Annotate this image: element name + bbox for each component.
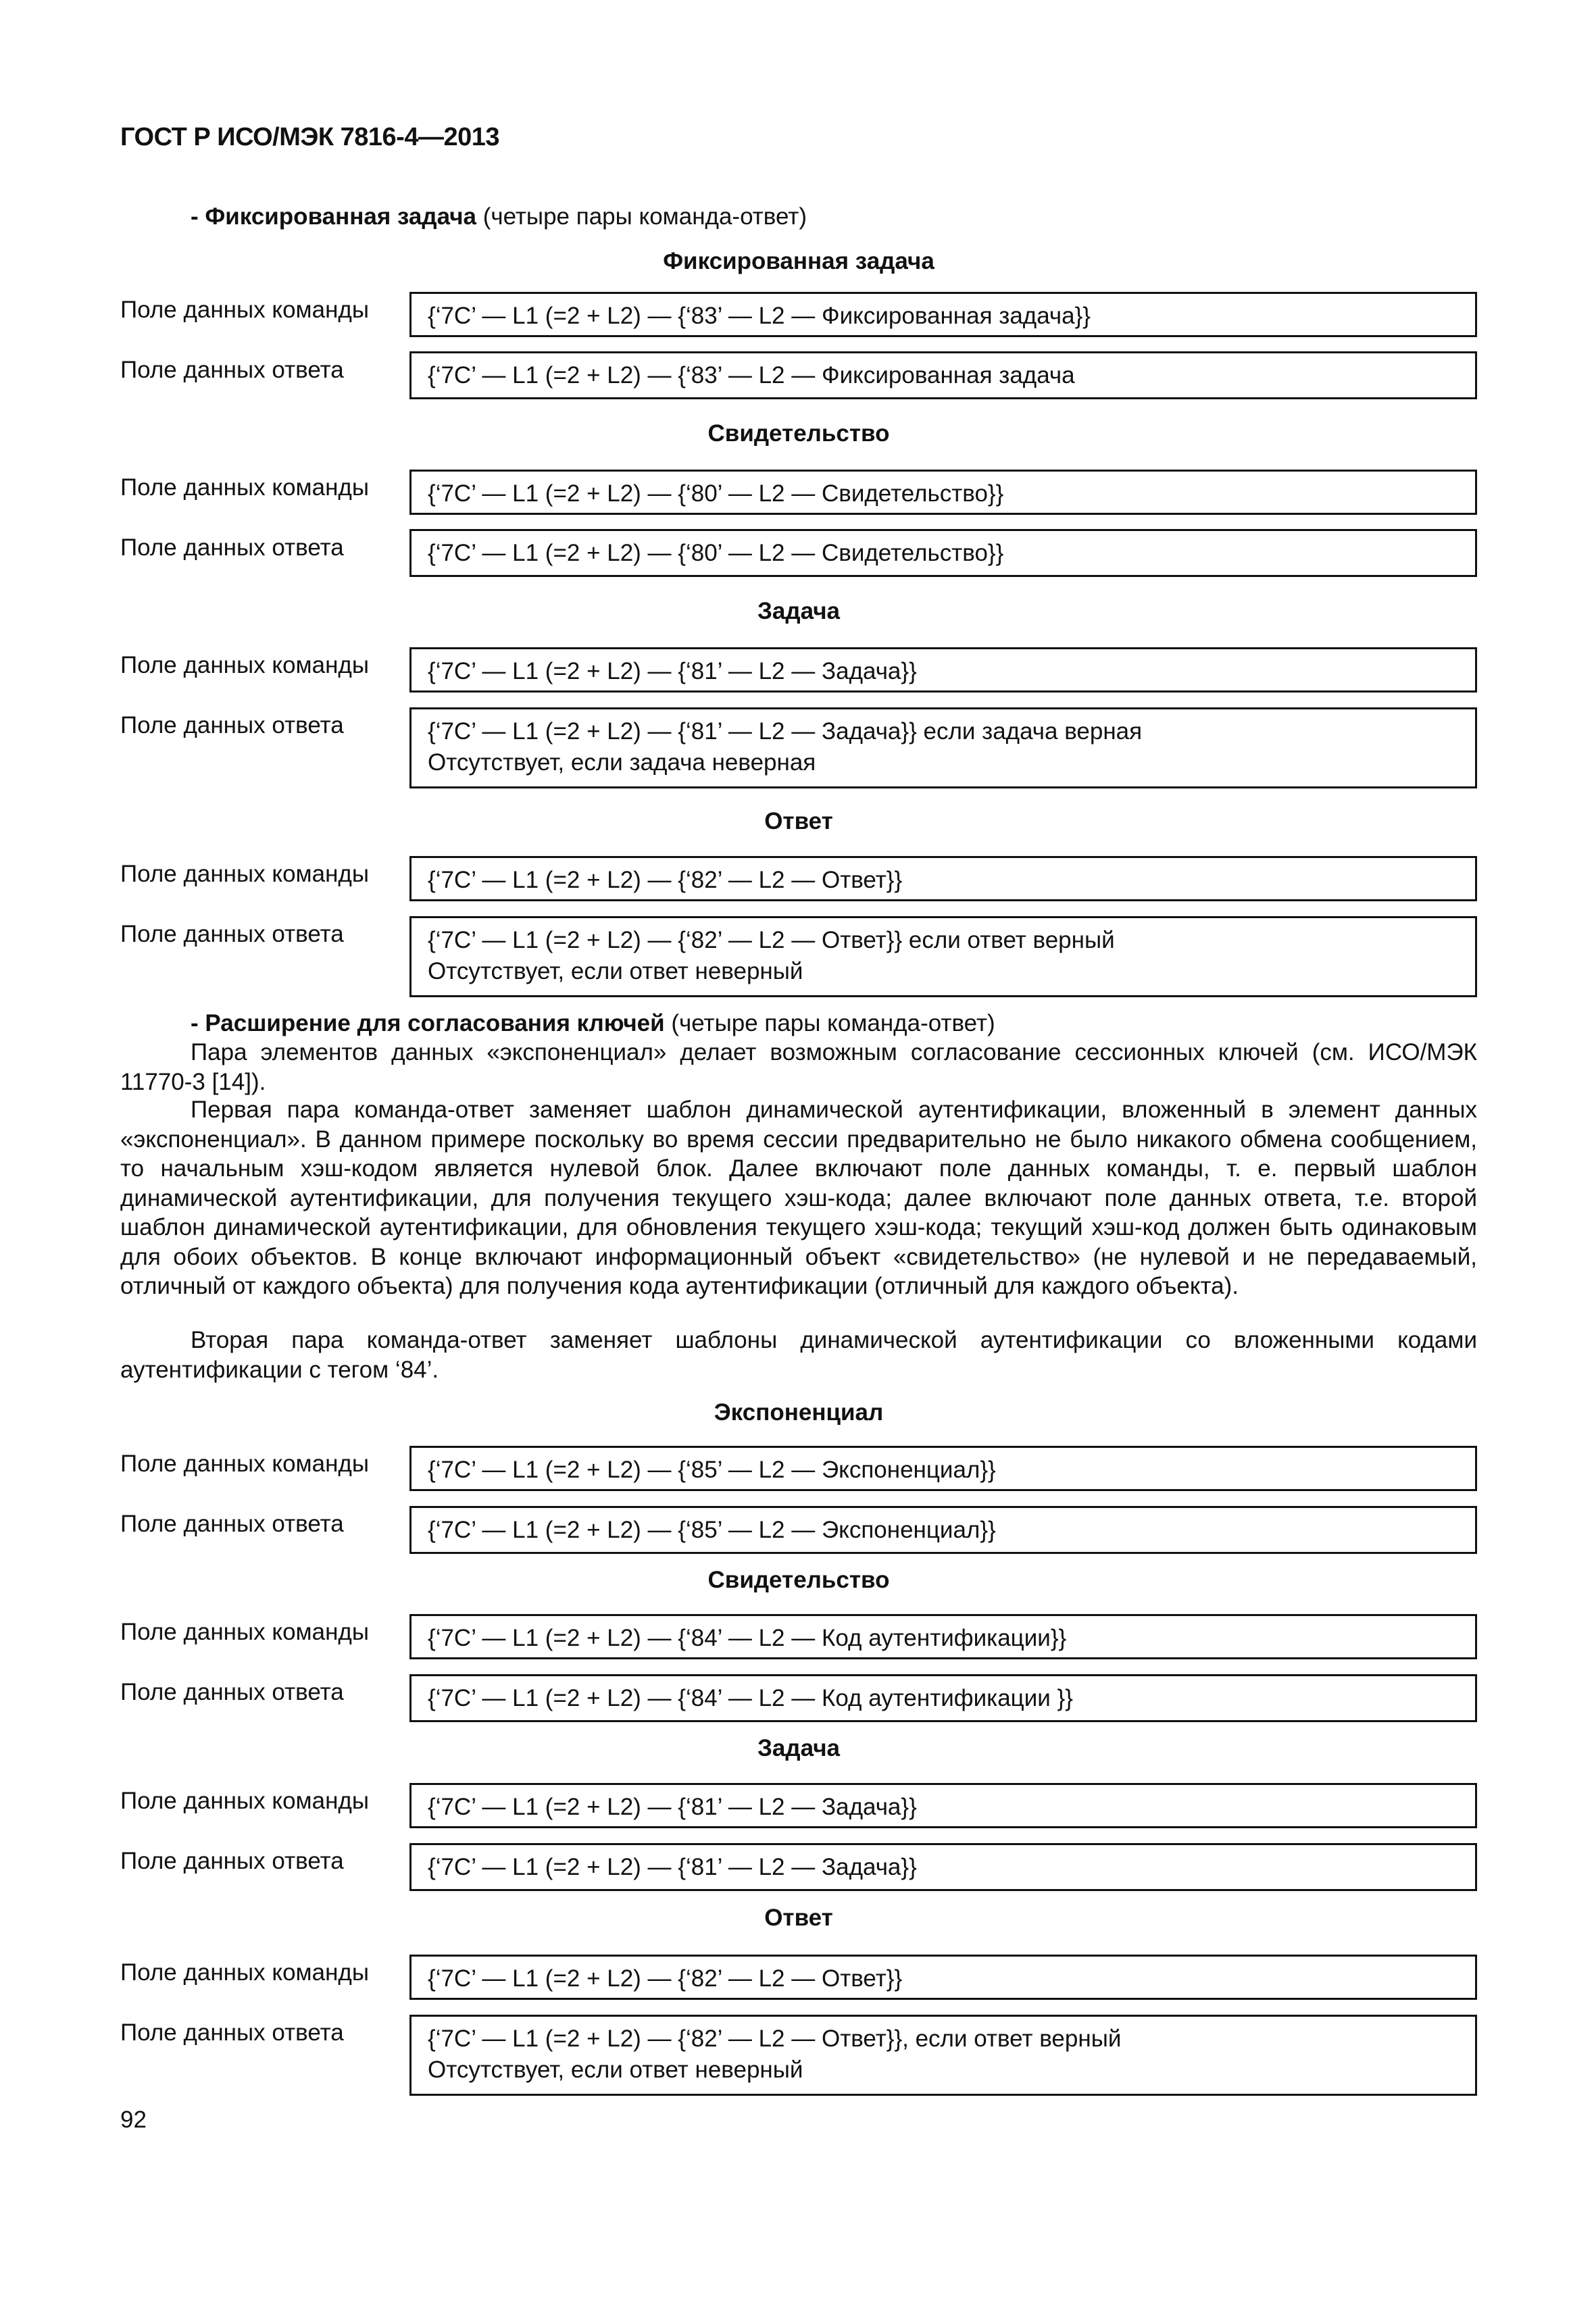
- command-field-box: [409, 292, 1477, 337]
- label-response-field: Поле данных ответа: [120, 357, 344, 383]
- response-field-value: {‘7C’ — L1 (=2 + L2) — {‘81’ — L2 — Задача}}: [428, 1854, 917, 1880]
- command-field-value: {‘7C’ — L1 (=2 + L2) — {‘80’ — L2 — Свидетельство}}: [428, 480, 1004, 507]
- response-field-value-line2: Отсутствует, если ответ неверный: [428, 2057, 803, 2083]
- response-field-value-line2: Отсутствует, если ответ неверный: [428, 958, 803, 984]
- command-field-value: {‘7C’ — L1 (=2 + L2) — {‘81’ — L2 — Задача}}: [428, 1794, 917, 1820]
- response-field-value: {‘7C’ — L1 (=2 + L2) — {‘84’ — L2 — Код аутентификации }}: [428, 1685, 1073, 1711]
- command-field-box: [409, 1614, 1477, 1659]
- section-title-answer: Ответ: [764, 808, 833, 834]
- command-field-box: [409, 856, 1477, 901]
- extension-intro-text: (четыре пары команда-ответ): [664, 1010, 995, 1036]
- command-field-box: [409, 1955, 1477, 2000]
- response-field-value: {‘7C’ — L1 (=2 + L2) — {‘85’ — L2 — Экспоненциал}}: [428, 1517, 996, 1543]
- paragraph-exponent-intro: Пара элементов данных «экспоненциал» делает возможным согласование сессионных ключей (см. ИСО/МЭК 11770-3 [14]).: [120, 1039, 1477, 1095]
- extension-intro-bold: - Расширение для согласования ключей: [191, 1010, 665, 1036]
- response-field-box: [409, 529, 1477, 577]
- response-field-box: [409, 707, 1477, 788]
- response-field-box: [409, 2015, 1477, 2096]
- response-field-value: {‘7C’ — L1 (=2 + L2) — {‘80’ — L2 — Свидетельство}}: [428, 540, 1004, 566]
- label-response-field: Поле данных ответа: [120, 1679, 344, 1705]
- section-title-witness: Свидетельство: [707, 1567, 890, 1593]
- label-response-field: Поле данных ответа: [120, 921, 344, 947]
- response-field-value: {‘7C’ — L1 (=2 + L2) — {‘83’ — L2 — Фиксированная задача: [428, 362, 1075, 388]
- label-command-field: Поле данных команды: [120, 1451, 369, 1477]
- section-title-task: Задача: [757, 598, 840, 624]
- section-title-task: Задача: [757, 1735, 840, 1761]
- page-number: 92: [120, 2107, 147, 2133]
- label-command-field: Поле данных команды: [120, 1788, 369, 1814]
- response-field-value-line1: {‘7C’ — L1 (=2 + L2) — {‘82’ — L2 — Ответ}} если ответ верный: [428, 927, 1115, 953]
- label-command-field: Поле данных команды: [120, 652, 369, 678]
- response-field-value-line2: Отсутствует, если задача неверная: [428, 749, 816, 776]
- response-field-box: [409, 916, 1477, 997]
- section-title-exponent: Экспоненциал: [714, 1399, 884, 1426]
- response-field-value-line1: {‘7C’ — L1 (=2 + L2) — {‘82’ — L2 — Ответ}}, если ответ верный: [428, 2026, 1122, 2052]
- paragraph-second-pair: Вторая пара команда-ответ заменяет шаблоны динамической аутентификации со вложенными кодами аутентификации с тегом ‘84’.: [120, 1327, 1477, 1383]
- label-command-field: Поле данных команды: [120, 297, 369, 323]
- command-field-value: {‘7C’ — L1 (=2 + L2) — {‘83’ — L2 — Фиксированная задача}}: [428, 303, 1091, 329]
- fixed-task-intro: [191, 202, 807, 232]
- response-field-box: [409, 1506, 1477, 1554]
- response-field-box: [409, 351, 1477, 399]
- extension-intro: [191, 1009, 995, 1038]
- command-field-value: {‘7C’ — L1 (=2 + L2) — {‘85’ — L2 — Экспоненциал}}: [428, 1457, 996, 1483]
- fixed-task-intro-text: (четыре пары команда-ответ): [476, 203, 807, 230]
- label-response-field: Поле данных ответа: [120, 534, 344, 561]
- command-field-value: {‘7C’ — L1 (=2 + L2) — {‘82’ — L2 — Ответ}}: [428, 1965, 903, 1992]
- label-command-field: Поле данных команды: [120, 1959, 369, 1986]
- label-response-field: Поле данных ответа: [120, 1511, 344, 1537]
- label-response-field: Поле данных ответа: [120, 1848, 344, 1874]
- label-response-field: Поле данных ответа: [120, 2019, 344, 2046]
- command-field-value: {‘7C’ — L1 (=2 + L2) — {‘82’ — L2 — Ответ}}: [428, 867, 903, 893]
- command-field-box: [409, 470, 1477, 515]
- response-field-value-line1: {‘7C’ — L1 (=2 + L2) — {‘81’ — L2 — Задача}} если задача верная: [428, 718, 1143, 745]
- label-command-field: Поле данных команды: [120, 1619, 369, 1645]
- fixed-task-intro-bold: - Фиксированная задача: [191, 203, 476, 230]
- response-field-box: [409, 1674, 1477, 1722]
- command-field-value: {‘7C’ — L1 (=2 + L2) — {‘84’ — L2 — Код аутентификации}}: [428, 1625, 1067, 1651]
- command-field-box: [409, 1446, 1477, 1491]
- label-command-field: Поле данных команды: [120, 474, 369, 501]
- paragraph-first-pair: Первая пара команда-ответ заменяет шаблон динамической аутентификации, вложенный в элемент данных «экспоненциал». В данном примере поскольку во время сессии предварительно не было никакого обмена сообщением, то начальным хэш-кодом является нулевой блок. Далее включают поле данных команды, т. е. первый шаблон динамической аутентификации, для получения текущего хэш-кода; далее включают поле данных ответа, т.е. второй шаблон динамической аутентификации, для обновления текущего хэш-кода; текущий хэш-код должен быть одинаковым для обоих объектов. В конце включают информационный объект «свидетельство» (не нулевой и не передаваемый, отличный от каждого объекта) для получения кода аутентификации (отличный для каждого объекта).: [120, 1097, 1477, 1299]
- command-field-box: [409, 647, 1477, 693]
- command-field-value: {‘7C’ — L1 (=2 + L2) — {‘81’ — L2 — Задача}}: [428, 658, 917, 684]
- section-title-answer: Ответ: [764, 1905, 833, 1931]
- response-field-box: [409, 1843, 1477, 1891]
- label-response-field: Поле данных ответа: [120, 712, 344, 738]
- label-command-field: Поле данных команды: [120, 861, 369, 887]
- section-title-fixed-task: Фиксированная задача: [663, 248, 934, 274]
- document-header: ГОСТ Р ИСО/МЭК 7816-4—2013: [120, 123, 499, 151]
- command-field-box: [409, 1783, 1477, 1828]
- section-title-witness: Свидетельство: [707, 420, 890, 447]
